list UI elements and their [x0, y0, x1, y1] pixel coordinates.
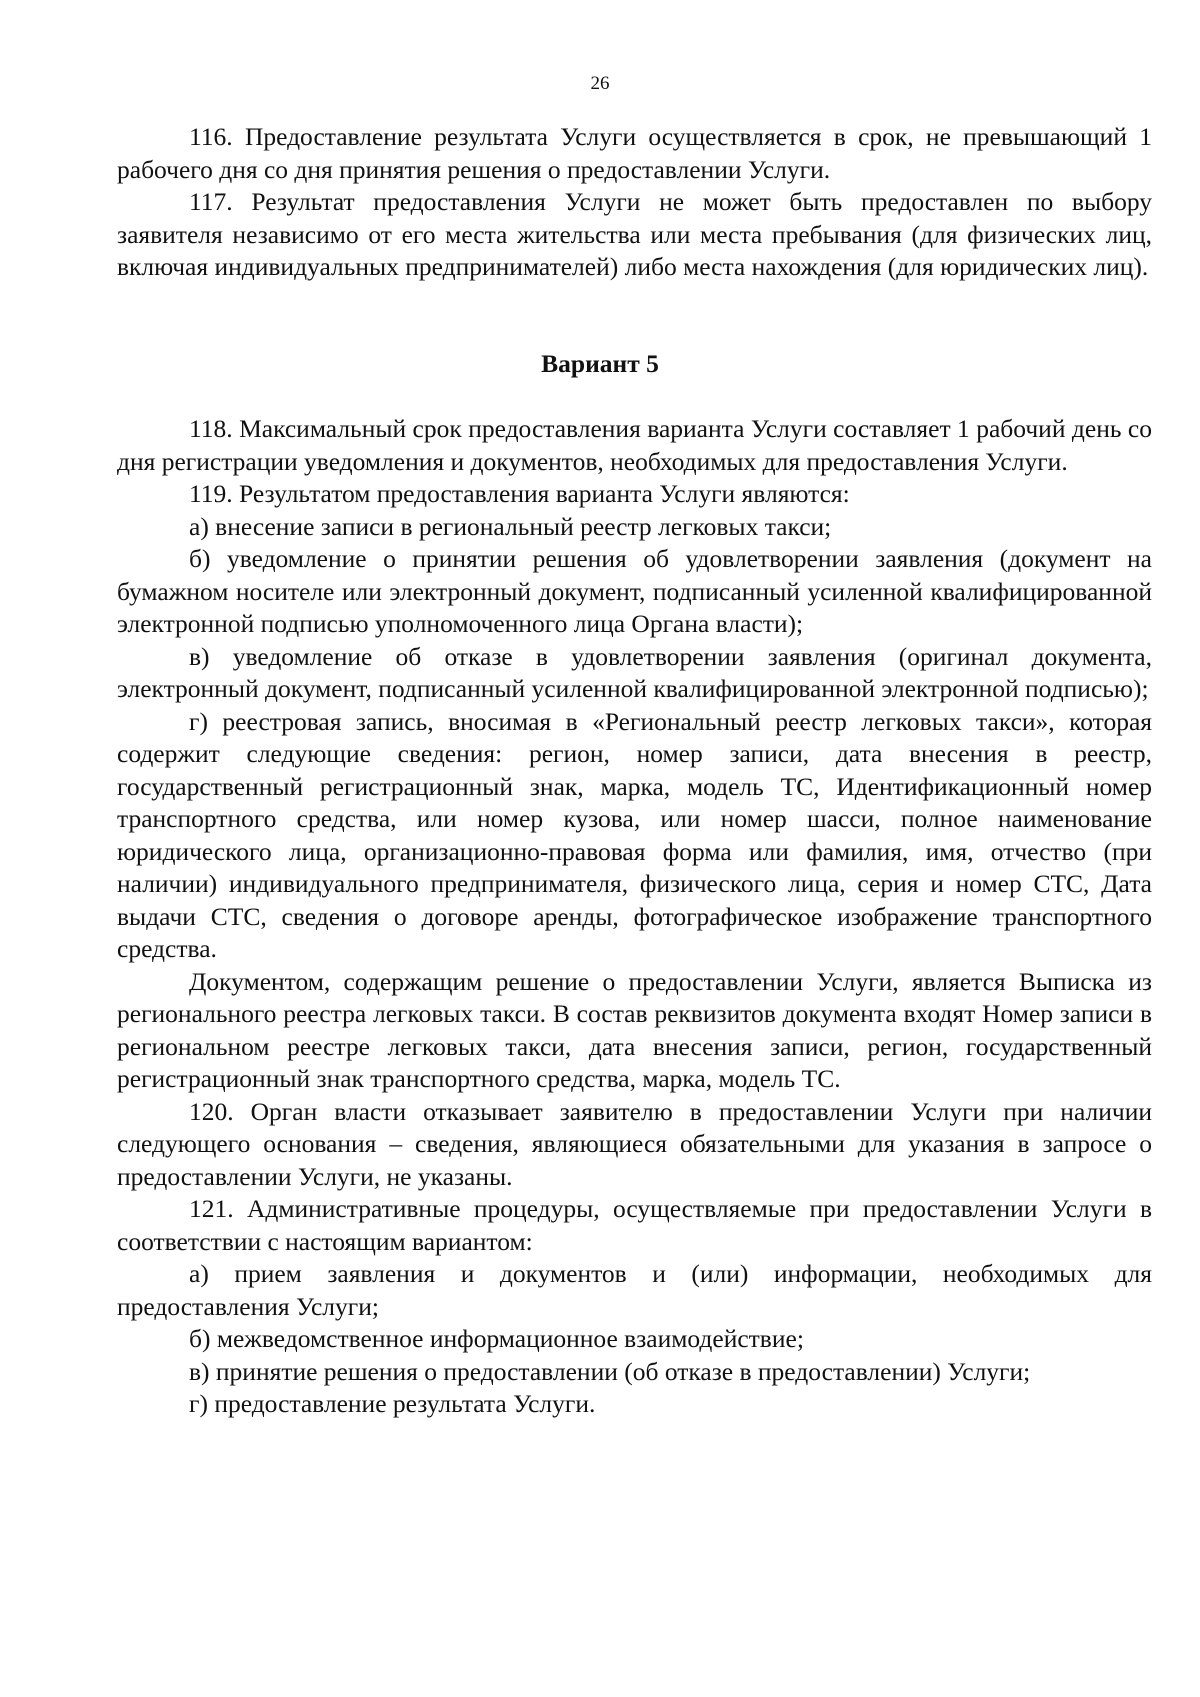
list-item-119-g: г) реестровая запись, вносимая в «Региональный реестр легковых такси», которая содержит следующие сведения: регион, номер записи, дата внесения в реестр, государственный регистрационный знак, марка, модель ТС, Идентификационный номер транспортного средства, или номер кузова, или номер шасси, полное наименование юридического лица, организационно-правовая форма или фамилия, имя, отчество (при наличии) индивидуального предпринимателя, физического лица, серия и номер СТС, Дата выдачи СТС, сведения о договоре аренды, фотографическое изображение транспортного средства. [117, 706, 1152, 963]
list-item-121-a: а) прием заявления и документов и (или) информации, необходимых для предоставления Услуги; [117, 1259, 1152, 1321]
list-item-119-a: а) внесение записи в региональный реестр легковых такси; [189, 511, 832, 541]
paragraph-120: 120. Орган власти отказывает заявителю в предоставлении Услуги при наличии следующего основания – сведения, являющиеся обязательными для указания в запросе о предоставлении Услуги, не указаны. [117, 1096, 1152, 1191]
paragraph-decision-document: Документом, содержащим решение о предоставлении Услуги, является Выписка из регионального реестра легковых такси. В состав реквизитов документа входят Номер записи в региональном реестре легковых такси, дата внесения записи, регион, государственный регистрационный знак транспортного средства, марка, модель ТС. [117, 966, 1152, 1093]
paragraph-118: 118. Максимальный срок предоставления варианта Услуги составляет 1 рабочий день со дня регистрации уведомления и документов, необходимых для предоставления Услуги. [117, 414, 1152, 476]
paragraph-116: 116. Предоставление результата Услуги осуществляется в срок, не превышающий 1 рабочего дня со дня принятия решения о предоставлении Услуги. [117, 122, 1152, 184]
page-number: 26 [590, 73, 610, 94]
paragraph-121: 121. Административные процедуры, осуществляемые при предоставлении Услуги в соответствии с настоящим вариантом: [117, 1194, 1152, 1256]
list-item-119-b: б) уведомление о принятии решения об удовлетворении заявления (документ на бумажном носителе или электронный документ, подписанный усиленной квалифицированной электронной подписью уполномоченного лица Органа власти); [117, 544, 1152, 638]
list-item-121-b: б) межведомственное информационное взаимодействие; [189, 1324, 804, 1353]
intro-text-block [117, 121, 1152, 284]
list-item-121-g: г) предоставление результата Услуги. [189, 1389, 596, 1418]
section-text-block [117, 413, 1152, 1421]
section-heading: Вариант 5 [541, 349, 659, 378]
paragraph-117: 117. Результат предоставления Услуги не может быть предоставлен по выбору заявителя независимо от его места жительства или места пребывания (для физических лиц, включая индивидуальных предпринимателей) либо места нахождения (для юридических лиц). [117, 187, 1152, 281]
paragraph-119: 119. Результатом предоставления варианта Услуги являются: [189, 479, 850, 508]
list-item-121-v: в) принятие решения о предоставлении (об отказе в предоставлении) Услуги; [189, 1356, 1031, 1386]
list-item-119-v: в) уведомление об отказе в удовлетворении заявления (оригинал документа, электронный документ, подписанный усиленной квалифицированной электронной подписью); [117, 641, 1152, 703]
